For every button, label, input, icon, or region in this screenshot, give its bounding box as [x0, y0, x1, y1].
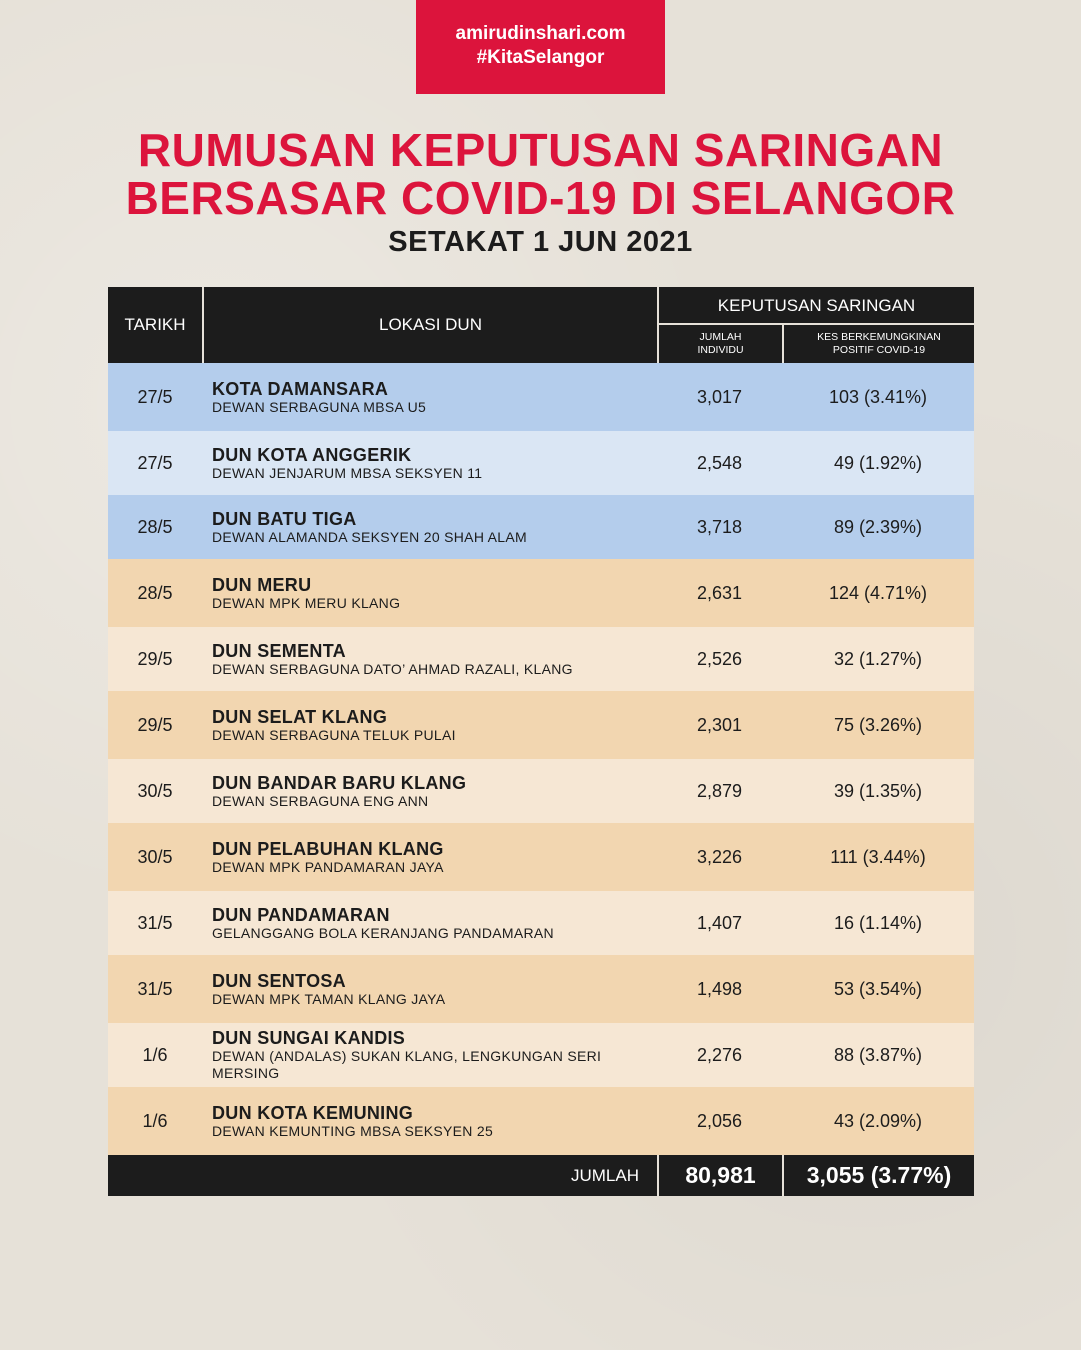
cell-kes-positif: 75 (3.26%)	[833, 714, 923, 735]
table-row	[108, 363, 974, 431]
cell-jumlah-individu: 2,526	[696, 648, 743, 669]
dun-name: DUN SELAT KLANG	[212, 706, 388, 727]
cell-tarikh: 27/5	[137, 452, 173, 473]
cell-lokasi	[202, 1103, 657, 1140]
table-row	[108, 1023, 974, 1087]
cell-lokasi	[202, 509, 657, 546]
cell-kes-positif: 103 (3.41%)	[828, 386, 928, 407]
cell-tarikh: 30/5	[137, 780, 173, 801]
cell-tarikh: 27/5	[137, 386, 173, 407]
cell-jumlah-individu: 2,301	[696, 714, 743, 735]
header-kes-line-2: POSITIF COVID-19	[832, 344, 926, 356]
venue-name: DEWAN SERBAGUNA ENG ANN	[212, 792, 429, 809]
table-row	[108, 691, 974, 759]
cell-tarikh: 1/6	[142, 1110, 168, 1131]
cell-kes-positif: 111 (3.44%)	[830, 846, 926, 867]
cell-kes-positif: 53 (3.54%)	[833, 978, 923, 999]
table-footer	[108, 1155, 974, 1196]
brand-hashtag: #KitaSelangor	[476, 47, 605, 68]
dun-name: DUN SEMENTA	[212, 640, 346, 661]
header-jumlah-individu-line-1: JUMLAH	[699, 331, 742, 343]
table-row	[108, 559, 974, 627]
venue-name: DEWAN SERBAGUNA MBSA U5	[212, 398, 427, 415]
brand-site: amirudinshari.com	[455, 23, 626, 44]
cell-tarikh: 1/6	[142, 1044, 168, 1065]
cell-tarikh: 28/5	[137, 516, 173, 537]
cell-jumlah-individu: 3,226	[696, 846, 743, 867]
table-body	[108, 363, 974, 1155]
cell-kes-positif: 32 (1.27%)	[833, 648, 923, 669]
cell-lokasi	[202, 971, 657, 1008]
cell-kes-positif: 43 (2.09%)	[833, 1110, 923, 1131]
venue-name: DEWAN (ANDALAS) SUKAN KLANG, LENGKUNGAN SERI MERSING	[212, 1048, 602, 1081]
cell-lokasi	[202, 379, 657, 416]
venue-name: DEWAN KEMUNTING MBSA SEKSYEN 25	[212, 1122, 494, 1139]
cell-lokasi	[202, 641, 657, 678]
cell-lokasi	[202, 905, 657, 942]
cell-kes-positif: 124 (4.71%)	[828, 582, 928, 603]
table-header	[108, 287, 974, 363]
cell-jumlah-individu: 1,407	[696, 912, 743, 933]
cell-jumlah-individu: 3,718	[696, 516, 743, 537]
cell-kes-positif: 16 (1.14%)	[833, 912, 923, 933]
brand-badge	[416, 0, 665, 94]
cell-lokasi	[202, 773, 657, 810]
cell-lokasi	[202, 1028, 657, 1082]
venue-name: GELANGGANG BOLA KERANJANG PANDAMARAN	[212, 924, 554, 941]
results-table	[108, 287, 974, 1196]
header-lokasi: LOKASI DUN	[202, 287, 657, 363]
table-row	[108, 431, 974, 495]
cell-tarikh: 28/5	[137, 582, 173, 603]
header-kes-positif	[782, 325, 974, 363]
footer-kes-total: 3,055 (3.77%)	[782, 1155, 974, 1196]
header-keputusan: KEPUTUSAN SARINGAN	[657, 287, 974, 325]
cell-lokasi	[202, 839, 657, 876]
venue-name: DEWAN MPK MERU KLANG	[212, 594, 401, 611]
venue-name: DEWAN ALAMANDA SEKSYEN 20 SHAH ALAM	[212, 528, 527, 545]
cell-tarikh: 30/5	[137, 846, 173, 867]
table-row	[108, 891, 974, 955]
page-title-line-2: BERSASAR COVID-19 DI SELANGOR	[125, 172, 956, 224]
dun-name: DUN BANDAR BARU KLANG	[212, 772, 467, 793]
cell-lokasi	[202, 445, 657, 482]
table-row	[108, 955, 974, 1023]
dun-name: DUN PANDAMARAN	[212, 904, 390, 925]
table-row	[108, 627, 974, 691]
venue-name: DEWAN JENJARUM MBSA SEKSYEN 11	[212, 464, 483, 481]
dun-name: DUN KOTA KEMUNING	[212, 1102, 414, 1123]
dun-name: KOTA DAMANSARA	[212, 378, 389, 399]
footer-label: JUMLAH	[570, 1165, 639, 1185]
cell-jumlah-individu: 2,276	[696, 1044, 743, 1065]
page-title-line-1: RUMUSAN KEPUTUSAN SARINGAN	[137, 124, 944, 176]
venue-name: DEWAN SERBAGUNA DATO’ AHMAD RAZALI, KLANG	[212, 660, 573, 677]
table-row	[108, 495, 974, 559]
cell-kes-positif: 39 (1.35%)	[833, 780, 923, 801]
dun-name: DUN PELABUHAN KLANG	[212, 838, 444, 859]
table-row	[108, 823, 974, 891]
header-tarikh: TARIKH	[124, 315, 186, 334]
dun-name: DUN MERU	[212, 574, 312, 595]
dun-name: DUN BATU TIGA	[212, 508, 357, 529]
cell-jumlah-individu: 2,548	[696, 452, 743, 473]
header-kes-line-1: KES BERKEMUNGKINAN	[817, 331, 941, 343]
venue-name: DEWAN MPK TAMAN KLANG JAYA	[212, 990, 446, 1007]
cell-jumlah-individu: 2,879	[696, 780, 743, 801]
dun-name: DUN KOTA ANGGERIK	[212, 444, 412, 465]
venue-name: DEWAN MPK PANDAMARAN JAYA	[212, 858, 444, 875]
cell-lokasi	[202, 707, 657, 744]
cell-kes-positif: 49 (1.92%)	[833, 452, 923, 473]
cell-tarikh: 29/5	[137, 648, 173, 669]
header-jumlah-individu	[657, 325, 782, 363]
cell-kes-positif: 88 (3.87%)	[833, 1044, 923, 1065]
table-row	[108, 1087, 974, 1155]
table-row	[108, 759, 974, 823]
footer-jumlah-total: 80,981	[657, 1155, 782, 1196]
cell-jumlah-individu: 2,631	[696, 582, 743, 603]
cell-tarikh: 31/5	[137, 912, 173, 933]
dun-name: DUN SUNGAI KANDIS	[212, 1028, 406, 1048]
cell-tarikh: 31/5	[137, 978, 173, 999]
venue-name: DEWAN SERBAGUNA TELUK PULAI	[212, 726, 456, 743]
dun-name: DUN SENTOSA	[212, 970, 346, 991]
cell-jumlah-individu: 3,017	[696, 386, 743, 407]
cell-tarikh: 29/5	[137, 714, 173, 735]
cell-jumlah-individu: 1,498	[696, 978, 743, 999]
cell-lokasi	[202, 575, 657, 612]
cell-jumlah-individu: 2,056	[696, 1110, 743, 1131]
header-jumlah-individu-line-2: INDIVIDU	[697, 344, 744, 356]
page-subtitle: SETAKAT 1 JUN 2021	[388, 226, 693, 258]
cell-kes-positif: 89 (2.39%)	[833, 516, 923, 537]
